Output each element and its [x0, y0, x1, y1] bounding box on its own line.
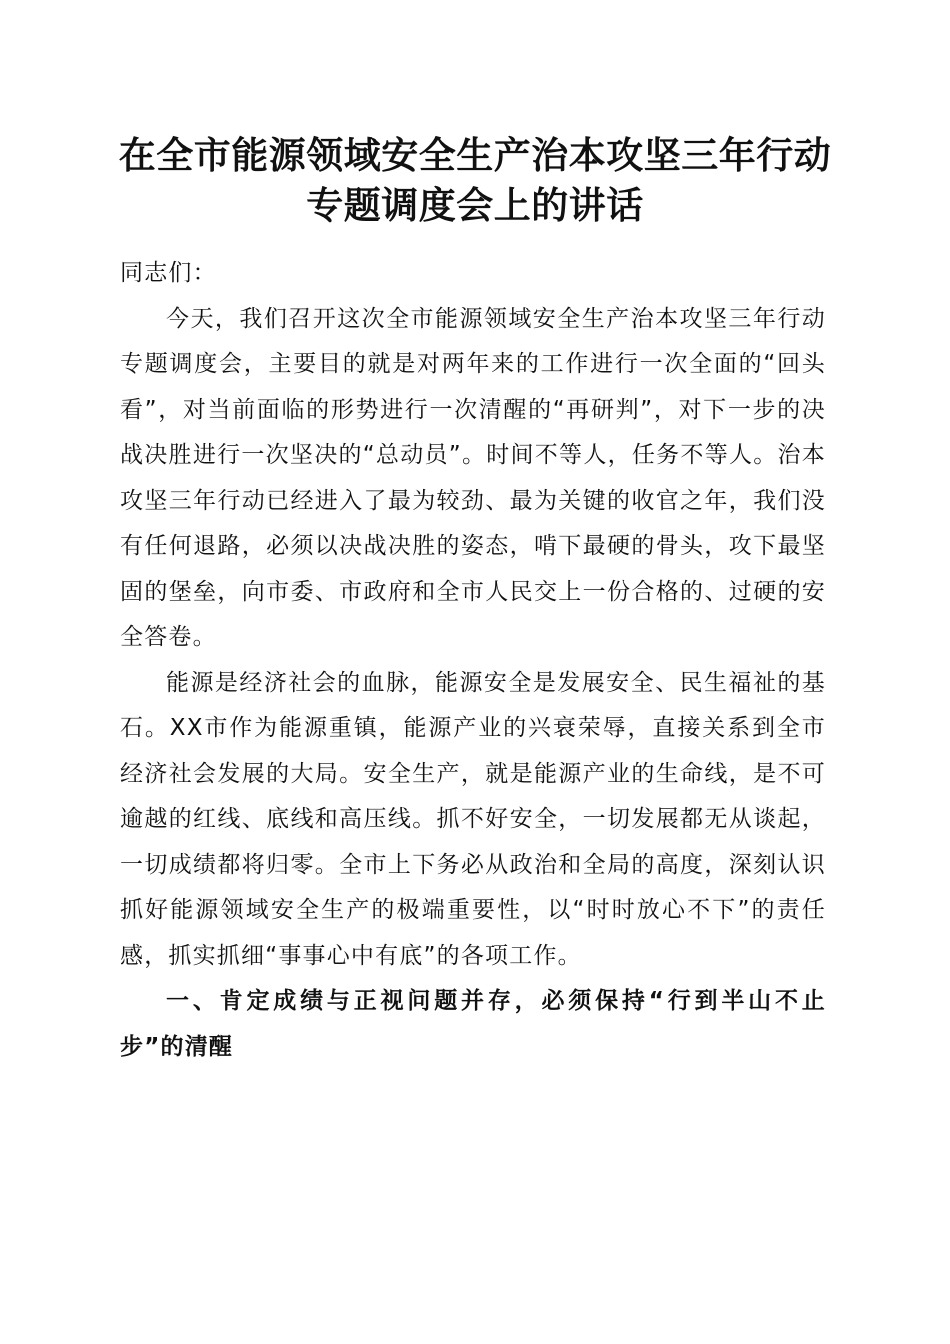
salutation: 同志们： — [120, 260, 217, 286]
paragraph-1: 今天，我们召开这次全市能源领域安全生产治本攻坚三年行动专题调度会，主要目的就是对两年来的工作进行一次全面的“回头看”，对当前面临的形势进行一次清醒的“再研判”，对下一步的决战决胜进行一次坚决的“总动员”。时间不等人，任务不等人。治本攻坚三年行动已经进入了最为较劲、最为关键的收官之年，我们没有任何退路，必须以决战决胜的姿态，啃下最硬的骨头，攻下最坚固的堡垒，向市委、市政府和全市人民交上一份合格的、过硬的安全答卷。 — [120, 305, 826, 650]
document-title: 在全市能源领域安全生产治本攻坚三年行动专题调度会上的讲话 — [118, 133, 832, 227]
document-body — [120, 251, 826, 1070]
section-heading-1: 一、肯定成绩与正视问题并存，必须保持“行到半山不止步”的清醒 — [120, 988, 826, 1060]
paragraph-2: 能源是经济社会的血脉，能源安全是发展安全、民生福祉的基石。XX市作为能源重镇，能源产业的兴衰荣辱，直接关系到全市经济社会发展的大局。安全生产，就是能源产业的生命线，是不可逾越的红线、底线和高压线。抓不好安全，一切发展都无从谈起，一切成绩都将归零。全市上下务必从政治和全局的高度，深刻认识抓好能源领域安全生产的极端重要性，以“时时放心不下”的责任感，抓实抓细“事事心中有底”的各项工作。 — [120, 669, 826, 969]
